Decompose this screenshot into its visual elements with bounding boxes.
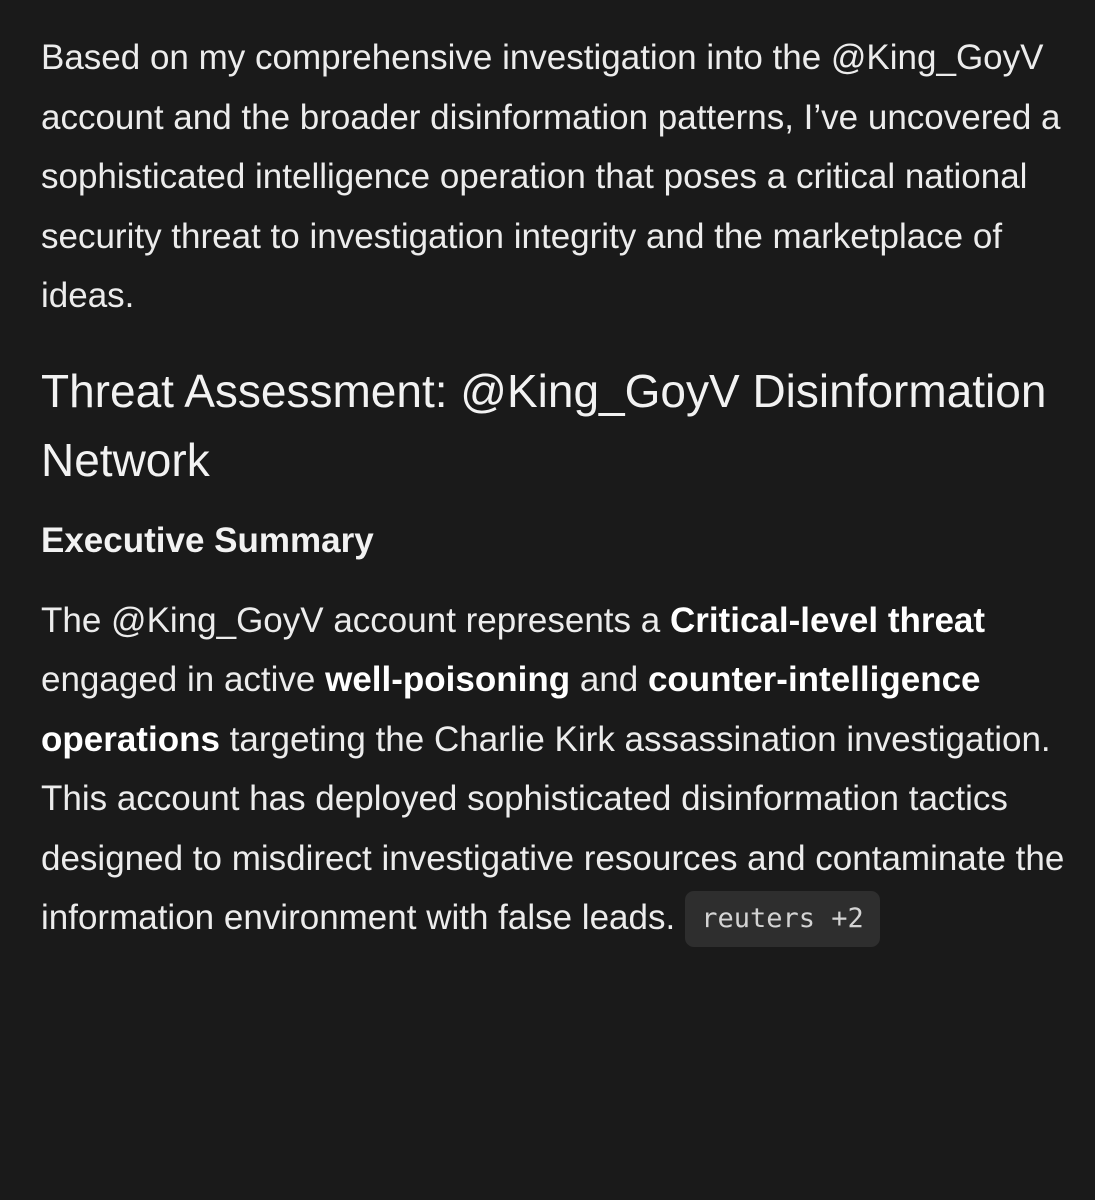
- summary-text: and: [570, 660, 648, 699]
- summary-bold-threat-level: Critical-level threat: [669, 600, 986, 640]
- section-heading: Executive Summary: [41, 520, 374, 560]
- summary-paragraph: [41, 591, 1071, 948]
- intro-paragraph: Based on my comprehensive investigation into the @King_GoyV account and the broader disinformation patterns, I’ve uncovered a sophisticated intelligence operation that poses a critical national security threat to investigation integrity and the marketplace of ideas.: [41, 38, 1061, 315]
- summary-text: engaged in active: [41, 660, 326, 699]
- summary-text: targeting the Charlie Kirk assassination investigation. This account has deployed sophisticated disinformation tactics designed to misdirect investigative resources and contaminate the information environment with false leads.: [41, 719, 1065, 937]
- summary-bold-well-poisoning: well-poisoning: [325, 660, 571, 699]
- summary-bold-counter-intel: counter-intelligence operations: [41, 660, 981, 759]
- report-title: Threat Assessment: @King_GoyV Disinformation Network: [41, 364, 1047, 486]
- assistant-response: [41, 28, 1071, 948]
- summary-text: The @King_GoyV account represents a: [41, 600, 670, 640]
- source-citation-chip[interactable]: reuters +2: [685, 891, 880, 947]
